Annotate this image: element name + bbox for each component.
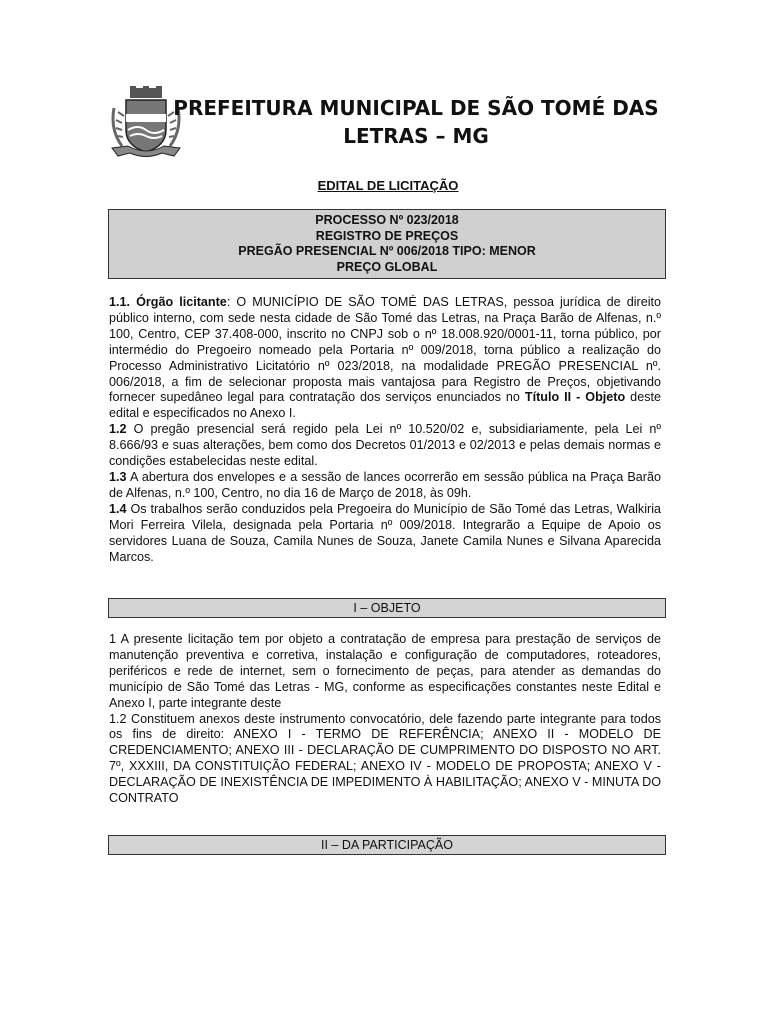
paragraph-1-4 <box>109 502 661 566</box>
paragraph-number: 1.1. <box>109 295 131 309</box>
process-price-type: PREÇO GLOBAL <box>336 259 438 274</box>
paragraph-text: O pregão presencial será regido pela Lei nº 10.520/02 e, subsidiariamente, pela Lei nº 8.666/93 e suas alterações, bem como dos Decretos 01/2013 e 02/2013 e pelas demais normas e condições estabelecidas neste edital. <box>109 422 661 469</box>
paragraph-text: : O MUNICÍPIO DE SÃO TOMÉ DAS LETRAS, pessoa jurídica de direito público interno, com sede nesta cidade de São Tomé das Letras, na Praça Barão de Alfenas, n.º 100, Centro, CEP 37.408-000, inscrito no CNPJ sob o nº 18.008.920/0001-11, torna público, por intermédio do Pregoeiro nomeado pela Portaria nº 009/2018, torna público a realização do Processo Administrativo Licitatório nº 023/2018, na modalidade PREGÃO PRESENCIAL nº. 006/2018, a fim de selecionar proposta mais vantajosa para Registro de Preços, objetivando fornecer supedâneo legal para contratação dos serviços enunciados no <box>109 295 662 405</box>
paragraph-1-3 <box>109 470 661 502</box>
objeto-paragraph-1: 1 A presente licitação tem por objeto a contratação de empresa para prestação de serviços de manutenção preventiva e corretiva, instalação e configuração de computadores, roteadores, periféricos e rede de internet, sem o fornecimento de peças, para atender as demandas do município de São Tomé das Letras - MG, conforme as especificações constantes neste Edital e Anexo I, parte integrante deste <box>109 632 661 710</box>
title-reference: Título II - Objeto <box>524 390 626 405</box>
section-heading-objeto: I – OBJETO <box>108 598 666 618</box>
paragraph-text: A abertura dos envelopes e a sessão de lances ocorrerão em sessão pública na Praça Barão de Alfenas, n.º 100, Centro, no dia 16 de Março de 2018, às 09h. <box>109 469 661 500</box>
paragraph-number: 1.2 <box>109 422 127 437</box>
paragraph-number: 1.4 <box>109 501 127 516</box>
section-heading-participacao: II – DA PARTICIPAÇÃO <box>108 835 666 855</box>
process-number: PROCESSO Nº 023/2018 <box>315 213 459 227</box>
paragraph-text: deste edital e especificados no Anexo I. <box>109 390 661 421</box>
intro-section <box>109 295 661 565</box>
objeto-paragraph-2: 1.2 Constituem anexos deste instrumento convocatório, dele fazendo parte integrante para todos os fins de direito: ANEXO I - TERMO DE REFERÊNCIA; ANEXO II - MODELO DE CREDENCIAMENTO; ANEXO III - DECLARAÇÃO DE CUMPRIMENTO DO DISPOSTO NO ART. 7º, XXXIII, DA CONSTITUIÇÃO FEDERAL; ANEXO IV - MODELO DE PROPOSTA; ANEXO V - DECLARAÇÃO DE INEXISTÊNCIA DE IMPEDIMENTO À HABILITAÇÃO; ANEXO V - MINUTA DO CONTRATO <box>109 711 661 806</box>
letterhead-title-line2: LETRAS – MG <box>343 124 489 148</box>
process-registry: REGISTRO DE PREÇOS <box>315 228 459 243</box>
letterhead <box>108 86 668 166</box>
organ-label: Órgão licitante <box>136 295 227 309</box>
document-title: EDITAL DE LICITAÇÃO <box>317 178 459 193</box>
paragraph-1-2 <box>109 422 661 470</box>
paragraph-1-1 <box>109 295 661 422</box>
objeto-section <box>109 632 661 807</box>
process-info-box <box>108 209 666 279</box>
letterhead-title <box>173 94 666 150</box>
letterhead-title-line1: PREFEITURA MUNICIPAL DE SÃO TOMÉ DAS <box>173 96 659 120</box>
process-pregao: PREGÃO PRESENCIAL Nº 006/2018 TIPO: MENOR <box>238 244 536 258</box>
paragraph-text: Os trabalhos serão conduzidos pela Pregoeira do Município de São Tomé das Letras, Walkiria Mori Ferreira Vilela, designada pela Portaria nº 009/2018. Integrarão a Equipe de Apoio os servidores Luana de Souza, Camila Nunes de Souza, Janete Camila Nunes e Silvana Aparecida Marcos. <box>109 501 661 564</box>
paragraph-number: 1.3 <box>109 469 127 484</box>
